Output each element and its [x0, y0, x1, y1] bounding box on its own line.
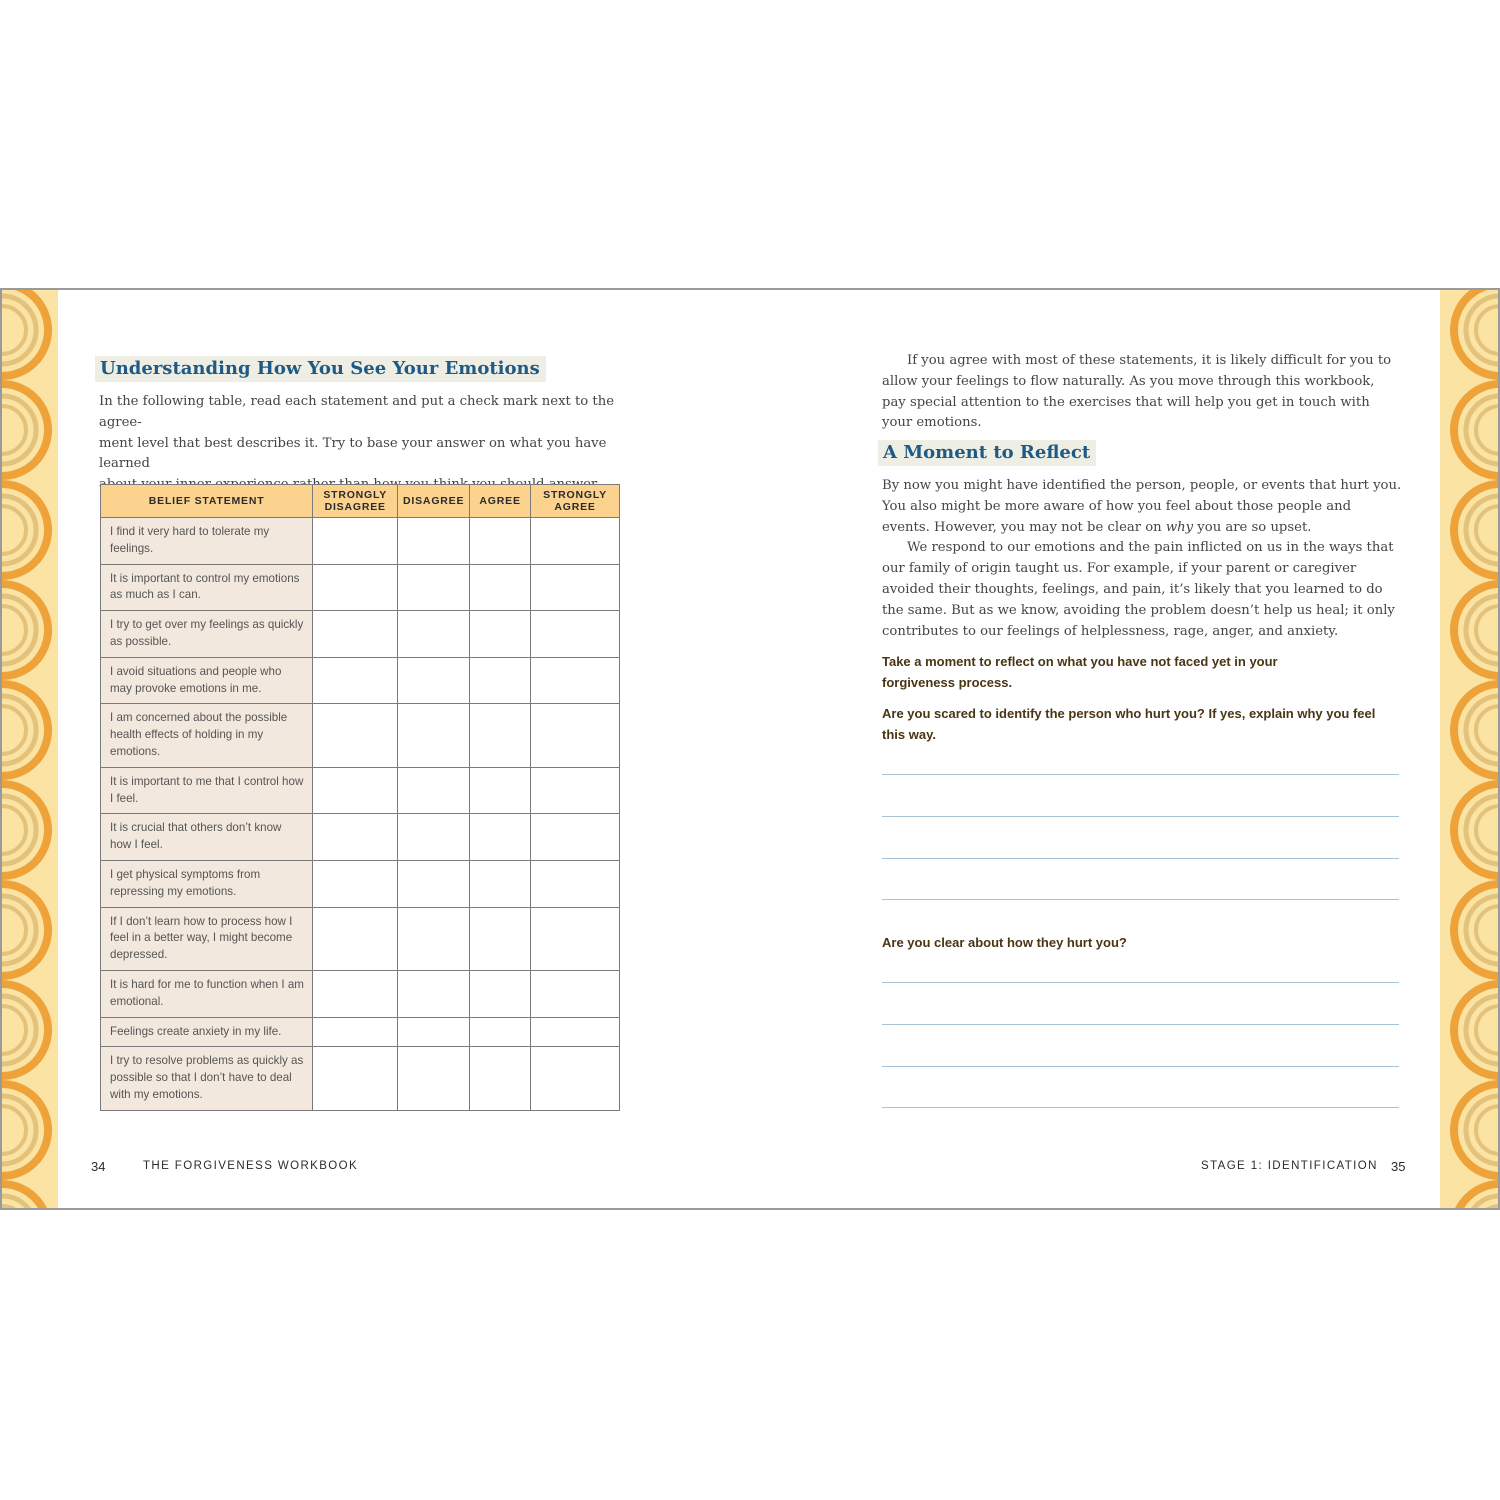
- band-arc: [2, 1006, 26, 1054]
- checkbox-agree[interactable]: [470, 767, 531, 814]
- band-arc: [1476, 606, 1500, 654]
- band-arc: [1476, 706, 1500, 754]
- checkbox-strongly-agree[interactable]: [531, 704, 620, 767]
- checkbox-strongly-agree[interactable]: [531, 1047, 620, 1110]
- belief-statement: Feelings create anxiety in my life.: [101, 1017, 313, 1047]
- intro-line: In the following table, read each statement and put a check mark next to the agree-: [99, 394, 615, 430]
- belief-statement: It is important to control my emotions as much as I can.: [101, 564, 313, 611]
- left-page: [58, 290, 748, 1208]
- answer-line[interactable]: [882, 1066, 1399, 1067]
- table-row: [101, 657, 620, 704]
- checkbox-strongly-agree[interactable]: [531, 564, 620, 611]
- checkbox-disagree[interactable]: [398, 564, 470, 611]
- band-arc: [2, 1206, 26, 1208]
- table-row: [101, 767, 620, 814]
- checkbox-disagree[interactable]: [398, 970, 470, 1017]
- page-number-right: 35: [1391, 1159, 1406, 1174]
- checkbox-agree[interactable]: [470, 518, 531, 565]
- checkbox-strongly-disagree[interactable]: [313, 657, 398, 704]
- reflection-prompt: Take a moment to reflect on what you have not faced yet in your forgiveness process.: [882, 654, 1278, 690]
- belief-statement: It is hard for me to function when I am emotional.: [101, 970, 313, 1017]
- checkbox-disagree[interactable]: [398, 860, 470, 907]
- header-belief-statement: BELIEF STATEMENT: [101, 485, 313, 518]
- checkbox-strongly-agree[interactable]: [531, 814, 620, 861]
- band-arc: [2, 706, 26, 754]
- table-row: [101, 860, 620, 907]
- belief-table: [100, 484, 620, 1111]
- checkbox-disagree[interactable]: [398, 1017, 470, 1047]
- band-arc: [2, 806, 26, 854]
- table-row: [101, 704, 620, 767]
- belief-statement: I get physical symptoms from repressing my emotions.: [101, 860, 313, 907]
- answer-line[interactable]: [882, 1107, 1399, 1108]
- checkbox-strongly-agree[interactable]: [531, 1017, 620, 1047]
- answer-line[interactable]: [882, 858, 1399, 859]
- band-arc: [2, 406, 26, 454]
- band-arc: [2, 506, 26, 554]
- decorative-band-right: [1440, 290, 1500, 1208]
- footer-section-title: STAGE 1: IDENTIFICATION: [1201, 1160, 1378, 1172]
- reflect-body: [882, 476, 1402, 642]
- table-row: [101, 814, 620, 861]
- checkbox-disagree[interactable]: [398, 518, 470, 565]
- checkbox-agree[interactable]: [470, 970, 531, 1017]
- checkbox-agree[interactable]: [470, 611, 531, 658]
- answer-line[interactable]: [882, 774, 1399, 775]
- checkbox-strongly-disagree[interactable]: [313, 564, 398, 611]
- table-row: [101, 1047, 620, 1110]
- table-row: [101, 907, 620, 970]
- checkbox-strongly-disagree[interactable]: [313, 1017, 398, 1047]
- belief-statement: It is important to me that I control how I feel.: [101, 767, 313, 814]
- checkbox-agree[interactable]: [470, 564, 531, 611]
- checkbox-agree[interactable]: [470, 1017, 531, 1047]
- belief-statement: I try to get over my feelings as quickly as possible.: [101, 611, 313, 658]
- answer-line[interactable]: [882, 1024, 1399, 1025]
- checkbox-disagree[interactable]: [398, 1047, 470, 1110]
- belief-statement: I find it very hard to tolerate my feelings.: [101, 518, 313, 565]
- checkbox-disagree[interactable]: [398, 704, 470, 767]
- checkbox-agree[interactable]: [470, 860, 531, 907]
- table-row: [101, 1017, 620, 1047]
- footer-book-title: THE FORGIVENESS WORKBOOK: [143, 1160, 359, 1172]
- checkbox-strongly-disagree[interactable]: [313, 814, 398, 861]
- checkbox-disagree[interactable]: [398, 767, 470, 814]
- checkbox-disagree[interactable]: [398, 611, 470, 658]
- checkbox-strongly-disagree[interactable]: [313, 767, 398, 814]
- checkbox-strongly-agree[interactable]: [531, 657, 620, 704]
- band-arc: [1476, 406, 1500, 454]
- right-page: [752, 290, 1440, 1208]
- checkbox-strongly-disagree[interactable]: [313, 970, 398, 1017]
- band-arc: [2, 306, 26, 354]
- checkbox-strongly-disagree[interactable]: [313, 518, 398, 565]
- checkbox-strongly-disagree[interactable]: [313, 907, 398, 970]
- belief-statement: It is crucial that others don’t know how I feel.: [101, 814, 313, 861]
- checkbox-strongly-agree[interactable]: [531, 611, 620, 658]
- band-arc: [2, 1106, 26, 1154]
- band-arc: [1476, 506, 1500, 554]
- band-arc: [1476, 1206, 1500, 1208]
- paragraph-text: you are so upset.: [1193, 519, 1312, 535]
- paragraph-identified: [882, 476, 1402, 538]
- table-row: [101, 518, 620, 565]
- header-strongly-disagree: STRONGLY DISAGREE: [313, 485, 398, 518]
- table-header-row: [101, 485, 620, 518]
- checkbox-disagree[interactable]: [398, 907, 470, 970]
- book-spread: [0, 288, 1500, 1210]
- paragraph-text: By now you might have identified the person, people, or events that hurt you. You also might be more aware of how you feel about those people and events. However, you may not be clear on: [882, 478, 1402, 535]
- intro-paragraph: [99, 392, 659, 496]
- intro-line: ment level that best describes it. Try to base your answer on what you have learned: [99, 435, 607, 472]
- paragraph-family-origin: We respond to our emotions and the pain inflicted on us in the ways that our family of origin taught us. For example, if your parent or caregiver avoided their thoughts, feelings, and pain, it’s likely that you learned to do the same. But as we know, avoiding the problem doesn’t help us heal; it only contributes to our feelings of helplessness, rage, anger, and anxiety.: [882, 540, 1395, 639]
- checkbox-strongly-disagree[interactable]: [313, 860, 398, 907]
- emphasis-why: why: [1165, 519, 1194, 535]
- question-how-they-hurt: Are you clear about how they hurt you?: [882, 935, 1127, 950]
- checkbox-strongly-agree[interactable]: [531, 970, 620, 1017]
- table-row: [101, 970, 620, 1017]
- header-disagree: DISAGREE: [398, 485, 470, 518]
- belief-statement: If I don’t learn how to process how I feel in a better way, I might become depressed.: [101, 907, 313, 970]
- checkbox-disagree[interactable]: [398, 657, 470, 704]
- band-arc: [1476, 806, 1500, 854]
- belief-statement: I am concerned about the possible health effects of holding in my emotions.: [101, 704, 313, 767]
- belief-statement: I try to resolve problems as quickly as possible so that I don’t have to deal with my emotions.: [101, 1047, 313, 1110]
- checkbox-strongly-agree[interactable]: [531, 767, 620, 814]
- band-arc: [1476, 906, 1500, 954]
- checkbox-strongly-disagree[interactable]: [313, 704, 398, 767]
- checkbox-strongly-agree[interactable]: [531, 860, 620, 907]
- header-agree: AGREE: [470, 485, 531, 518]
- checkbox-agree[interactable]: [470, 657, 531, 704]
- answer-line[interactable]: [882, 899, 1399, 900]
- band-arc: [2, 606, 26, 654]
- band-arc: [2, 906, 26, 954]
- checkbox-strongly-agree[interactable]: [531, 907, 620, 970]
- section-heading-emotions: Understanding How You See Your Emotions: [95, 356, 546, 382]
- answer-line[interactable]: [882, 982, 1399, 983]
- checkbox-agree[interactable]: [470, 704, 531, 767]
- right-intro-paragraph: If you agree with most of these statements, it is likely difficult for you to allow your feelings to flow naturally. As you move through this workbook, pay special attention to the exercises that will help you get in touch with your emotions.: [882, 353, 1392, 431]
- checkbox-disagree[interactable]: [398, 814, 470, 861]
- checkbox-strongly-agree[interactable]: [531, 518, 620, 565]
- table-row: [101, 611, 620, 658]
- band-arc: [1476, 1006, 1500, 1054]
- band-arc: [1476, 1106, 1500, 1154]
- page-number-left: 34: [91, 1159, 106, 1174]
- answer-line[interactable]: [882, 816, 1399, 817]
- table-row: [101, 564, 620, 611]
- header-strongly-agree: STRONGLY AGREE: [531, 485, 620, 518]
- checkbox-agree[interactable]: [470, 814, 531, 861]
- question-scared-to-identify: Are you scared to identify the person who hurt you? If yes, explain why you feel this way.: [882, 706, 1376, 742]
- checkbox-strongly-disagree[interactable]: [313, 1047, 398, 1110]
- decorative-band-left: [0, 290, 58, 1208]
- section-heading-reflect: A Moment to Reflect: [878, 440, 1096, 466]
- checkbox-agree[interactable]: [470, 1047, 531, 1110]
- belief-statement: I avoid situations and people who may provoke emotions in me.: [101, 657, 313, 704]
- checkbox-agree[interactable]: [470, 907, 531, 970]
- checkbox-strongly-disagree[interactable]: [313, 611, 398, 658]
- band-arc: [1476, 306, 1500, 354]
